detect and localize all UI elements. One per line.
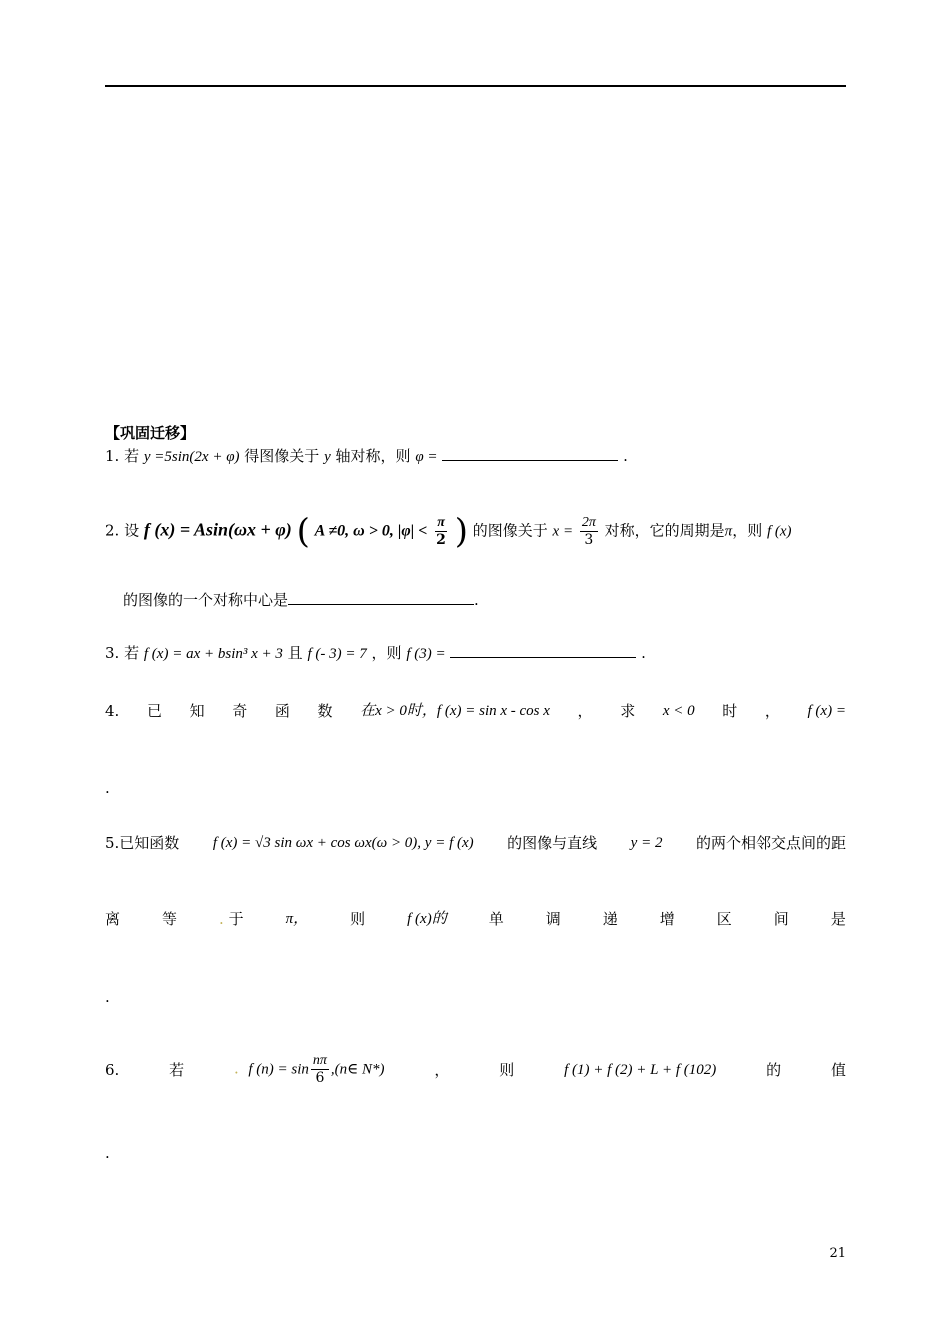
q6-math: f (n) = sin bbox=[248, 1061, 309, 1078]
q2-post: 对称，它的周期是 bbox=[604, 521, 725, 540]
q1-answer-blank[interactable] bbox=[442, 446, 618, 461]
q4-cell: 知 bbox=[189, 702, 205, 720]
q6-comma: ， bbox=[434, 1060, 450, 1079]
q2-fraction bbox=[434, 514, 448, 549]
q6-frac-den: 6 bbox=[315, 1070, 325, 1086]
question-3 bbox=[105, 643, 846, 664]
q4-cell: 奇 bbox=[232, 702, 248, 720]
q4-cell: ， bbox=[764, 702, 780, 720]
q1-end: . bbox=[623, 447, 628, 465]
q1-mid: 得图像关于 bbox=[244, 447, 320, 465]
q6-math3: f (1) + f (2) + L + f (102) bbox=[564, 1061, 717, 1078]
q2-frac2-num: 2π bbox=[581, 515, 596, 530]
q5-math1: f (x) = √3 sin ωx + cos ωx(ω > 0), y = f (x) bbox=[212, 835, 474, 851]
q1-var2: φ = bbox=[415, 449, 438, 465]
q2-answer-blank[interactable] bbox=[288, 590, 474, 605]
q5-text1: 5.已知函数 bbox=[105, 834, 180, 852]
q4-dot: . bbox=[105, 779, 110, 797]
q2-line2: 的图像的一个对称中心是 bbox=[123, 591, 289, 609]
q5-cell: 单 bbox=[488, 910, 504, 928]
q3-number: 3. bbox=[105, 644, 120, 662]
q5-cell: 间 bbox=[773, 910, 789, 928]
q6-fraction bbox=[311, 1052, 329, 1087]
q4-condition: 在x > 0时，f (x) = sin x - cos x bbox=[360, 703, 550, 719]
q1-var: y bbox=[324, 449, 331, 465]
question-6 bbox=[105, 1052, 846, 1087]
q6-dot: . bbox=[105, 1144, 110, 1162]
q5-cell: 调 bbox=[545, 910, 561, 928]
q6-number: 6. bbox=[105, 1060, 120, 1079]
q2-math2: A ≠0, ω > 0, |φ| < bbox=[314, 522, 428, 540]
q3-mid: 且 bbox=[287, 644, 303, 662]
question-2-line2 bbox=[123, 590, 846, 610]
q2-paren-close: ) bbox=[454, 511, 468, 552]
q6-de: 的 bbox=[766, 1060, 782, 1079]
q1-post: 轴对称，则 bbox=[335, 447, 411, 465]
q2-paren-open: ( bbox=[296, 511, 310, 552]
q5-cell: 增 bbox=[659, 910, 675, 928]
q5-cell-text: 于 bbox=[228, 910, 244, 928]
q2-fraction-2 bbox=[580, 514, 598, 549]
q5-cell: f (x)的 bbox=[407, 911, 447, 927]
q5-cell: 则 bbox=[350, 910, 366, 928]
q2-pi: π bbox=[724, 523, 733, 540]
q4-cell: 求 bbox=[620, 702, 636, 720]
q3-math: f (x) = ax + bsin³ x + 3 bbox=[143, 646, 283, 662]
question-5 bbox=[105, 833, 846, 853]
q1-pre: 若 bbox=[124, 447, 140, 465]
q4-cond2: x < 0 bbox=[662, 703, 695, 719]
q2-xeq: x = bbox=[552, 523, 574, 540]
q5-cell bbox=[219, 909, 244, 929]
q5-cell: 区 bbox=[716, 910, 732, 928]
q2-number: 2. bbox=[105, 521, 120, 540]
q2-math1: f (x) = Asin(ωx + φ) bbox=[143, 519, 292, 540]
q6-math-group bbox=[234, 1052, 385, 1087]
q2-frac-den: 2 bbox=[436, 532, 446, 548]
q5-cell: π， bbox=[285, 911, 309, 927]
q6-zhi: 值 bbox=[830, 1060, 846, 1079]
q3-answer-blank[interactable] bbox=[450, 643, 636, 658]
q5-math2: y = 2 bbox=[630, 835, 663, 851]
q2-mid: 的图像关于 bbox=[472, 521, 548, 540]
q5-cell: 是 bbox=[830, 910, 846, 928]
q5-stray-dot: . bbox=[219, 910, 224, 928]
q2-fx: f (x) bbox=[766, 523, 792, 540]
q1-number: 1. bbox=[105, 447, 120, 465]
q5-cell: 递 bbox=[602, 910, 618, 928]
q3-post: ，则 bbox=[371, 644, 402, 662]
q5-cell: 等 bbox=[162, 910, 178, 928]
header-rule bbox=[105, 85, 846, 87]
q3-math3: f (3) = bbox=[406, 646, 446, 662]
q4-cell: 4. bbox=[105, 702, 120, 720]
q5-cell: 离 bbox=[105, 910, 121, 928]
q2-frac2-den: 3 bbox=[584, 532, 594, 548]
q4-cell: 已 bbox=[146, 702, 162, 720]
question-5-line2 bbox=[105, 909, 846, 929]
q6-math2: ,(n∈ N*) bbox=[330, 1061, 385, 1078]
q2-pre: 设 bbox=[124, 521, 140, 540]
page-number: 21 bbox=[829, 1246, 846, 1261]
q3-end: . bbox=[641, 644, 646, 662]
question-4 bbox=[105, 701, 846, 721]
q4-cell: ， bbox=[577, 702, 593, 720]
q5-text3: 的两个相邻交点间的距 bbox=[695, 834, 846, 852]
q1-math: y =5sin(2x + φ) bbox=[143, 449, 240, 465]
q5-text2: 的图像与直线 bbox=[507, 834, 598, 852]
q6-pre: 若 bbox=[169, 1060, 185, 1079]
q2-end: . bbox=[474, 591, 479, 609]
q6-ze: 则 bbox=[499, 1060, 515, 1079]
q4-cell: 时 bbox=[722, 702, 738, 720]
q4-cell: 数 bbox=[317, 702, 333, 720]
q3-math2: f (- 3) = 7 bbox=[307, 646, 367, 662]
section-title: 【巩固迁移】 bbox=[105, 424, 196, 442]
q6-frac-num: nπ bbox=[312, 1053, 327, 1068]
question-1 bbox=[105, 446, 846, 467]
q5-dot: . bbox=[105, 988, 110, 1006]
q2-comma: ，则 bbox=[732, 521, 763, 540]
q3-pre: 若 bbox=[124, 644, 140, 662]
q6-stray-dot: . bbox=[234, 1059, 239, 1078]
q4-fx: f (x) = bbox=[807, 703, 846, 719]
q4-cell: 函 bbox=[274, 702, 290, 720]
question-2 bbox=[105, 511, 846, 552]
q2-frac-num: π bbox=[437, 515, 445, 530]
